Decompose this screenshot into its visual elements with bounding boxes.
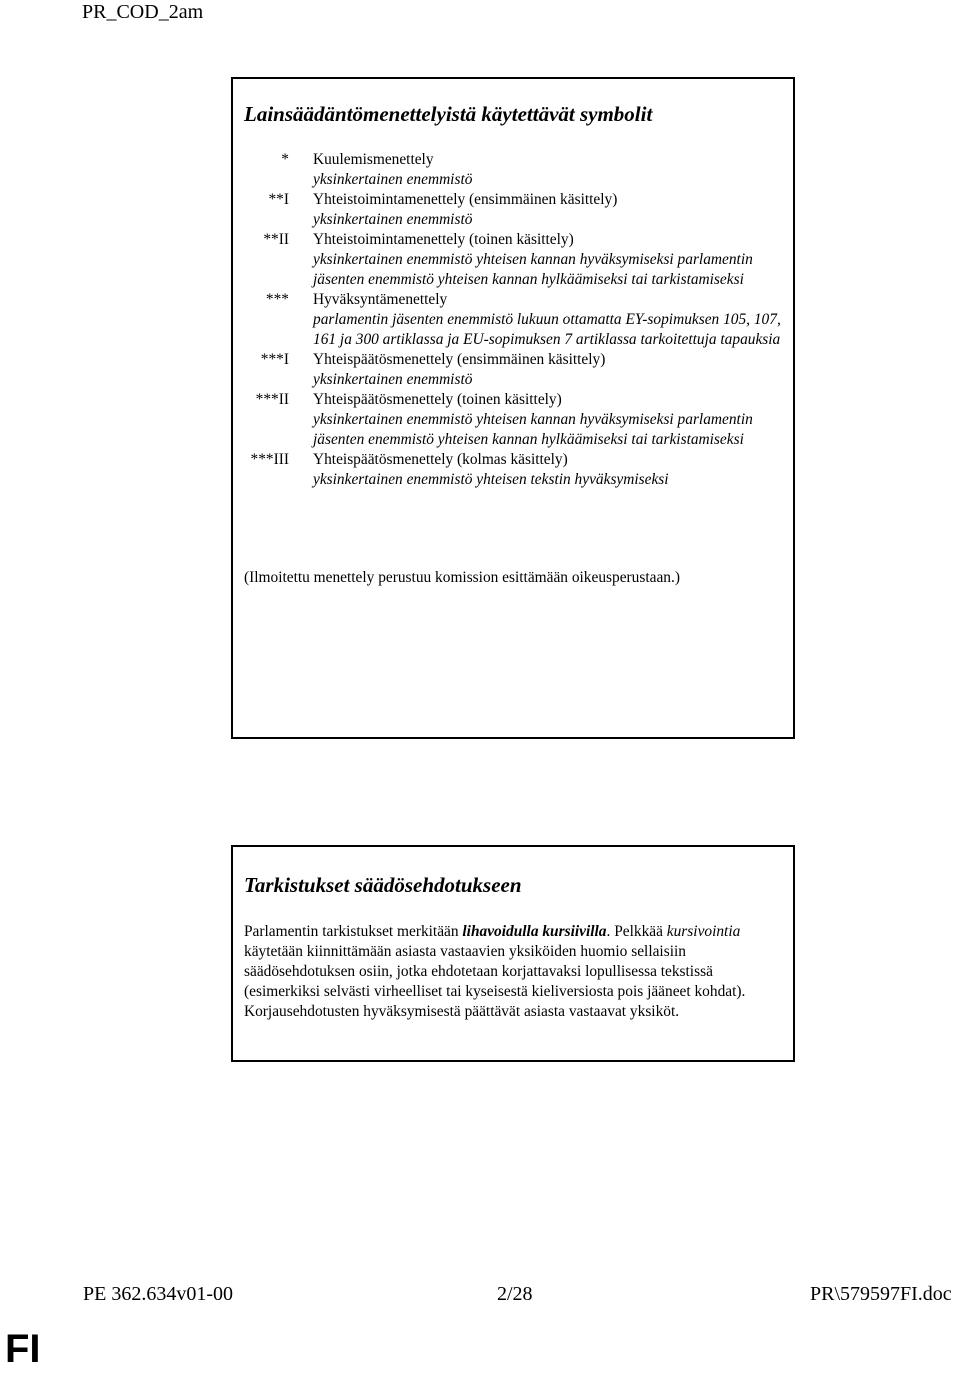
amendments-italic: kursivointia	[666, 923, 741, 940]
language-code: FI	[5, 1327, 41, 1371]
amendments-bold-italic: lihavoidulla kursiivilla	[462, 923, 607, 940]
procedure-symbol: ***III	[250, 451, 289, 468]
amendments-text-3: käytetään kiinnittämään asiasta vastaavien yksiköiden huomio sellaisiin säädösehdotuksen osiin, jotka ehdotetaan korjattavaksi lopullisessa tekstissä (esimerkiksi selvästi virheelliset tai kyseisestä kieliversiosta pois jääneet kohdat). Korjausehdotusten hyväksymisestä päättävät asiasta vastaavat yksiköt.	[244, 943, 746, 1020]
amendments-text-2: . Pelkkää	[606, 923, 667, 940]
footer-doc-ref: PR\579597FI.doc	[810, 1283, 952, 1305]
procedure-symbol: **II	[263, 231, 289, 248]
procedure-symbol: ***I	[260, 351, 289, 368]
procedure-symbol: **I	[268, 191, 289, 208]
procedure-description: yksinkertainen enemmistö	[313, 211, 473, 228]
procedure-name: Yhteispäätösmenettely (kolmas käsittely)	[313, 451, 568, 468]
procedure-name: Yhteistoimintamenettely (ensimmäinen käsittely)	[313, 191, 618, 208]
procedure-description: yksinkertainen enemmistö	[313, 371, 473, 388]
amendments-paragraph	[244, 922, 784, 1022]
procedure-note: (Ilmoitettu menettely perustuu komission esittämään oikeusperustaan.)	[244, 569, 680, 586]
symbol-row	[233, 230, 793, 290]
symbol-row	[233, 350, 793, 390]
document-code: PR_COD_2am	[82, 1, 204, 23]
amendments-box	[231, 845, 795, 1062]
procedure-body	[313, 390, 783, 450]
procedure-body	[313, 150, 783, 190]
procedure-name: Yhteispäätösmenettely (ensimmäinen käsittely)	[313, 351, 606, 368]
footer-pe-number: PE 362.634v01-00	[83, 1283, 233, 1305]
procedure-body	[313, 350, 783, 390]
procedure-description: parlamentin jäsenten enemmistö lukuun ottamatta EY-sopimuksen 105, 107, 161 ja 300 artiklassa ja EU-sopimuksen 7 artiklassa tarkoitettuja tapauksia	[313, 311, 781, 348]
symbol-row	[233, 190, 793, 230]
procedure-body	[313, 230, 783, 290]
procedure-symbol: ***	[265, 291, 289, 308]
procedure-description: yksinkertainen enemmistö yhteisen tekstin hyväksymiseksi	[313, 471, 669, 488]
procedure-name: Yhteistoimintamenettely (toinen käsittely)	[313, 231, 574, 248]
procedure-description: yksinkertainen enemmistö yhteisen kannan hyväksymiseksi parlamentin jäsenten enemmistö yhteisen kannan hylkäämiseksi tai tarkistamiseksi	[313, 251, 753, 288]
symbol-row	[233, 150, 793, 190]
symbols-list	[233, 150, 793, 490]
procedure-symbol: ***II	[255, 391, 289, 408]
symbols-box	[231, 77, 795, 739]
symbol-row	[233, 290, 793, 350]
amendments-box-title: Tarkistukset säädösehdotukseen	[244, 873, 522, 897]
procedure-description: yksinkertainen enemmistö yhteisen kannan hyväksymiseksi parlamentin jäsenten enemmistö yhteisen kannan hylkäämiseksi tai tarkistamiseksi	[313, 411, 753, 448]
procedure-body	[313, 190, 783, 230]
amendments-text-1: Parlamentin tarkistukset merkitään	[244, 923, 463, 940]
procedure-symbol: *	[281, 151, 289, 168]
procedure-name: Yhteispäätösmenettely (toinen käsittely)	[313, 391, 562, 408]
procedure-body	[313, 450, 783, 490]
procedure-name: Kuulemismenettely	[313, 151, 434, 168]
footer-page-number: 2/28	[497, 1283, 533, 1305]
procedure-name: Hyväksyntämenettely	[313, 291, 448, 308]
symbol-row	[233, 450, 793, 490]
procedure-body	[313, 290, 783, 350]
symbols-box-title: Lainsäädäntömenettelyistä käytettävät symbolit	[244, 102, 653, 126]
procedure-description: yksinkertainen enemmistö	[313, 171, 473, 188]
symbol-row	[233, 390, 793, 450]
